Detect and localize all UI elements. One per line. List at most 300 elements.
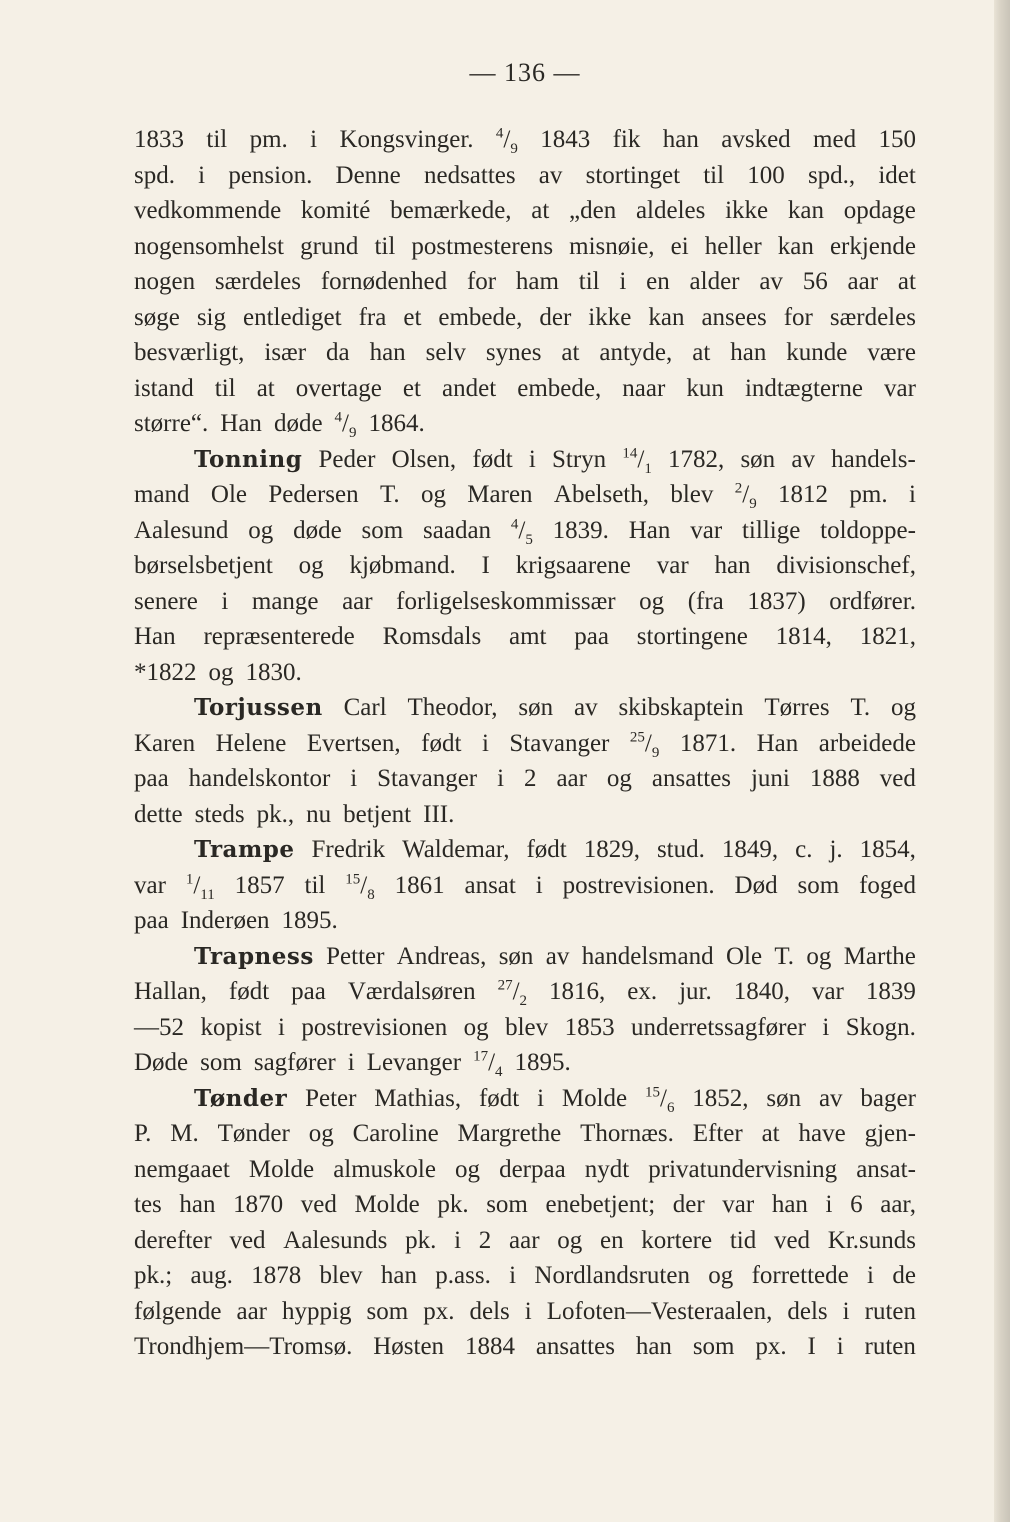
word: nedsattes xyxy=(423,161,516,189)
word: som xyxy=(366,1297,409,1325)
word: repræsenterede xyxy=(203,623,355,650)
word: nogen xyxy=(134,268,196,295)
word: Aalesund xyxy=(134,516,229,544)
word: i xyxy=(822,1013,830,1041)
word: var xyxy=(811,978,844,1005)
word: at xyxy=(256,374,275,402)
word: at xyxy=(897,268,916,295)
word: 1843 xyxy=(540,126,591,153)
word: Høsten xyxy=(373,1333,445,1360)
word: født xyxy=(421,729,462,757)
word: Helene xyxy=(215,729,287,757)
word: og xyxy=(248,516,274,544)
word: 6 xyxy=(850,1191,863,1218)
word: derefter xyxy=(134,1226,212,1254)
word: Nordlandsruten xyxy=(534,1262,690,1289)
word: søn xyxy=(740,445,776,473)
text-line xyxy=(134,1152,916,1188)
word: spd., xyxy=(807,161,856,189)
text-line xyxy=(134,1187,916,1223)
word: aar xyxy=(236,1297,268,1325)
word: ikke xyxy=(588,303,632,331)
word: var xyxy=(884,374,916,402)
entry-name: Tonning xyxy=(194,445,303,473)
word: 1837) xyxy=(747,587,806,615)
word: privatundervisning xyxy=(648,1155,838,1183)
word: 1871. xyxy=(679,729,737,757)
word: ansat- xyxy=(856,1155,916,1183)
word: 150 xyxy=(878,126,916,153)
word: Andreas, xyxy=(396,942,487,970)
word: 1814, xyxy=(775,623,832,650)
text-line xyxy=(134,513,916,549)
word: han xyxy=(714,552,751,579)
word: Kongsvinger. xyxy=(339,126,474,153)
entry-name: Torjussen xyxy=(194,694,323,721)
word: paa xyxy=(291,978,326,1005)
text-line xyxy=(134,1081,916,1117)
word: Theodor, xyxy=(407,694,498,721)
word: 1857 xyxy=(234,871,285,899)
word: og xyxy=(806,942,832,970)
page-edge-shadow xyxy=(994,0,1010,1522)
word: Maren xyxy=(467,481,533,508)
text-line xyxy=(134,974,916,1010)
text-line xyxy=(134,797,916,833)
word: født xyxy=(228,978,270,1005)
word: I xyxy=(807,1333,816,1360)
word: døde xyxy=(293,516,342,544)
word: Inderøen xyxy=(180,907,270,934)
word: han xyxy=(730,339,767,366)
word: stortinget xyxy=(585,161,681,189)
word: kan xyxy=(648,303,685,331)
word: 1870 xyxy=(233,1191,284,1218)
word: med xyxy=(813,126,857,153)
text-line xyxy=(134,1045,916,1081)
word: kunde xyxy=(786,339,848,366)
date-fraction: $^4/_9$ xyxy=(495,125,518,157)
word: især xyxy=(264,339,307,366)
word: bager xyxy=(860,1084,916,1112)
word: Fredrik xyxy=(311,836,386,863)
word: var xyxy=(722,1191,755,1218)
word: heller xyxy=(704,232,762,260)
word: 1840, xyxy=(733,978,790,1005)
word: og xyxy=(420,481,446,508)
word: og xyxy=(891,694,916,721)
word: Efter xyxy=(692,1120,743,1147)
word: stud. xyxy=(656,836,705,863)
word: paa xyxy=(134,907,169,934)
word: i xyxy=(497,765,505,792)
word: 56 xyxy=(802,268,828,295)
text-line xyxy=(134,619,916,655)
word: 1839 xyxy=(865,978,916,1005)
word: kopist xyxy=(200,1013,262,1041)
word: Ole xyxy=(210,481,247,508)
word: 2 xyxy=(523,765,537,792)
word: ansees xyxy=(701,303,767,331)
word: skibskaptein xyxy=(618,694,744,721)
word: pm. xyxy=(849,481,888,508)
word: betjent xyxy=(343,800,412,828)
word: særdeles xyxy=(214,268,302,295)
word: px. xyxy=(755,1333,787,1360)
word: kortere xyxy=(641,1226,713,1254)
word: aar, xyxy=(880,1191,916,1218)
word: at xyxy=(692,339,711,366)
word: i xyxy=(347,1049,355,1076)
word: i xyxy=(454,1226,462,1254)
word: særdeles xyxy=(829,303,916,331)
word: gjen- xyxy=(864,1120,916,1147)
word: erkjende xyxy=(829,232,916,260)
word: stortingene xyxy=(636,623,748,650)
word: Aalesunds xyxy=(283,1226,388,1254)
word: var xyxy=(690,516,723,544)
word: han xyxy=(380,1262,417,1289)
word: ruten xyxy=(864,1297,916,1325)
word: pension. xyxy=(228,161,313,189)
word: og xyxy=(298,552,324,579)
date-fraction: $^{15}/_6$ xyxy=(644,1084,675,1116)
word: at xyxy=(761,1120,780,1147)
word: 1833 xyxy=(134,126,184,153)
word: et xyxy=(403,303,422,331)
word: senere xyxy=(134,587,198,615)
word: misnøie, xyxy=(569,232,655,260)
word: jur. xyxy=(679,978,712,1005)
word: 1782, xyxy=(668,445,725,473)
word: grund xyxy=(300,232,359,260)
word: idet xyxy=(878,161,916,189)
word: arbeidede xyxy=(818,729,916,757)
word: T. xyxy=(379,481,400,508)
entry-name: Tønder xyxy=(194,1084,288,1112)
text-line xyxy=(134,726,916,762)
word: i xyxy=(535,871,543,899)
word: børselsbetjent xyxy=(134,552,273,579)
word: i xyxy=(842,1297,850,1325)
word: Skogn. xyxy=(845,1013,916,1041)
word: dette xyxy=(134,800,183,828)
word: pk. xyxy=(405,1226,437,1254)
word: *1822 xyxy=(134,658,197,686)
text-line xyxy=(134,548,916,584)
word: Tønder xyxy=(217,1120,290,1147)
word: Levanger xyxy=(366,1049,462,1076)
word: tes xyxy=(134,1191,162,1218)
word: nydt xyxy=(584,1155,630,1183)
word: i xyxy=(310,126,318,153)
word: enebetjent; xyxy=(545,1191,656,1218)
word: være xyxy=(867,339,916,366)
word: mand xyxy=(134,481,190,508)
word: avsked xyxy=(721,126,791,153)
word: i xyxy=(278,1013,285,1041)
word: vedkommende xyxy=(134,197,282,224)
word: blev xyxy=(505,1013,549,1041)
text-line xyxy=(134,371,916,407)
word: hyppig xyxy=(282,1297,352,1325)
word: Caroline xyxy=(352,1120,439,1147)
page-number: — 136 — xyxy=(469,58,581,87)
word: født xyxy=(478,1084,520,1112)
word: —52 xyxy=(134,1013,184,1041)
date-fraction: $^2/_9$ xyxy=(734,480,757,512)
word: 1852, xyxy=(692,1084,749,1112)
date-fraction: $^{27}/_2$ xyxy=(497,977,528,1009)
word: ansattes xyxy=(651,765,732,792)
word: antyde, xyxy=(599,339,673,366)
word: pk., xyxy=(256,800,295,828)
word: underretssagfører xyxy=(631,1013,806,1041)
word: han xyxy=(369,339,406,366)
word: Ole xyxy=(725,942,763,970)
word: Denne xyxy=(335,161,401,189)
text-line xyxy=(134,1223,916,1259)
word: av xyxy=(538,161,563,189)
word: derpaa xyxy=(499,1155,566,1183)
word: tid xyxy=(729,1226,757,1254)
text-line xyxy=(134,406,916,442)
word: kun xyxy=(686,374,724,402)
text-line xyxy=(134,1294,916,1330)
word: M. xyxy=(170,1120,199,1147)
word: T. xyxy=(774,942,795,970)
word: px. xyxy=(423,1297,455,1325)
word: fik xyxy=(612,126,641,153)
word: i xyxy=(908,481,916,508)
word: og xyxy=(639,587,665,615)
date-fraction: $^4/_5$ xyxy=(510,516,533,548)
word: T. xyxy=(850,694,871,721)
text-line xyxy=(134,264,916,300)
entry-name: Trampe xyxy=(194,836,295,863)
word: aar xyxy=(509,1226,540,1254)
body-text xyxy=(134,122,916,1365)
word: i xyxy=(509,1262,517,1289)
word: i xyxy=(537,1084,545,1112)
word: som xyxy=(486,1191,528,1218)
word: et xyxy=(402,374,421,402)
word: blev xyxy=(319,1262,363,1289)
word: 1884 xyxy=(464,1333,515,1360)
word: og xyxy=(606,765,632,792)
word: fra xyxy=(358,303,387,331)
date-fraction: $^{25}/_9$ xyxy=(629,729,660,761)
text-line xyxy=(134,1116,916,1152)
word: foged xyxy=(859,871,916,899)
word: til xyxy=(578,268,600,295)
word: av xyxy=(791,445,815,473)
word: Han xyxy=(628,516,671,544)
word: nogensomhelst xyxy=(134,232,284,260)
word: Waldemar, xyxy=(402,836,510,863)
word: Han xyxy=(134,623,176,650)
text-line xyxy=(134,193,916,229)
word: j. xyxy=(829,836,843,863)
word: Molde xyxy=(354,1191,420,1218)
word: III. xyxy=(423,800,455,828)
word: steds xyxy=(194,800,245,828)
word: i xyxy=(524,1297,532,1325)
text-line xyxy=(134,300,916,336)
word: der xyxy=(672,1191,705,1218)
word: 1839. xyxy=(552,516,609,544)
word: som xyxy=(361,516,404,544)
text-line xyxy=(134,832,916,868)
word: nemgaaet xyxy=(134,1155,230,1183)
word: 100 xyxy=(747,161,785,189)
word: Mathias, xyxy=(374,1084,462,1112)
word: Karen xyxy=(134,729,196,757)
date-fraction: $^{15}/_8$ xyxy=(345,871,375,903)
word: tillige xyxy=(741,516,801,544)
word: av xyxy=(759,268,783,295)
word: var xyxy=(134,871,166,899)
text-line xyxy=(134,335,916,371)
word: i xyxy=(350,765,358,792)
word: som xyxy=(692,1333,735,1360)
word: for xyxy=(783,303,813,331)
word: pk. xyxy=(437,1191,469,1218)
word: paa xyxy=(134,765,169,792)
word: i xyxy=(825,1191,833,1218)
text-line xyxy=(134,868,916,904)
word: i xyxy=(619,268,627,295)
word: ordfører. xyxy=(829,587,916,615)
text-line xyxy=(134,939,916,975)
word: og xyxy=(708,1262,734,1289)
word: aar xyxy=(847,268,879,295)
word: almuskole xyxy=(333,1155,436,1183)
date-fraction: $^1/_{11}$ xyxy=(185,871,215,903)
word: selv xyxy=(425,339,466,366)
word: 2 xyxy=(478,1226,492,1254)
word: søn xyxy=(518,694,554,721)
word: Carl xyxy=(343,694,387,721)
word: spd. xyxy=(134,161,175,189)
word: 1853 xyxy=(564,1013,615,1041)
word: Værdalsøren xyxy=(347,978,476,1005)
date-fraction: $^{14}/_1$ xyxy=(622,445,652,477)
word: indtægterne xyxy=(744,374,863,402)
word: synes xyxy=(485,339,542,366)
word: handels- xyxy=(831,445,916,473)
word: p.ass. xyxy=(435,1262,491,1289)
word: ved xyxy=(773,1226,811,1254)
word: kan xyxy=(777,232,814,260)
word: som xyxy=(200,1049,242,1076)
word: at xyxy=(561,339,580,366)
word: søn xyxy=(766,1084,802,1112)
word: Olsen, xyxy=(391,445,457,473)
word: i xyxy=(198,161,206,189)
word: ruten xyxy=(864,1333,916,1360)
word: 1861 xyxy=(394,871,445,899)
word: Petter xyxy=(326,942,385,970)
word: ansat xyxy=(464,871,516,899)
word: 1895. xyxy=(281,907,338,934)
word: Tørres xyxy=(764,694,830,721)
word: handelsmand xyxy=(581,942,714,970)
word: „den xyxy=(569,197,617,224)
word: Lofoten—Vesteraalen, xyxy=(546,1297,773,1325)
word: opdage xyxy=(843,197,916,224)
word: c. xyxy=(795,836,813,863)
word: til xyxy=(206,126,228,153)
word: da xyxy=(326,339,350,366)
word: naar xyxy=(622,374,666,402)
word: Kr.sunds xyxy=(827,1226,916,1254)
text-line xyxy=(134,1329,916,1365)
word: Marthe xyxy=(843,942,916,970)
word: en xyxy=(599,1226,624,1254)
word: og xyxy=(557,1226,583,1254)
word: 1888 xyxy=(809,765,860,792)
word: entlediget xyxy=(243,303,342,331)
word: Død xyxy=(734,871,778,899)
word: divisionschef, xyxy=(776,552,916,579)
word: var xyxy=(656,552,689,579)
word: have xyxy=(798,1120,846,1147)
word: større“. xyxy=(134,410,209,437)
word: Molde xyxy=(561,1084,628,1112)
word: døde xyxy=(273,410,323,437)
word: i xyxy=(867,1262,874,1289)
word: alder xyxy=(689,268,740,295)
word: 1864. xyxy=(368,410,425,437)
word: postmesterens xyxy=(411,232,554,260)
word: juni xyxy=(750,765,790,792)
word: Stavanger xyxy=(377,765,478,792)
text-line xyxy=(134,158,916,194)
word: 1816, xyxy=(549,978,606,1005)
text-line xyxy=(134,1258,916,1294)
word: Stavanger xyxy=(509,729,610,757)
word: saadan xyxy=(423,516,492,544)
word: paa xyxy=(574,623,609,650)
word: av xyxy=(818,1084,843,1112)
word: ansattes xyxy=(535,1333,615,1360)
word: P. xyxy=(134,1120,152,1147)
word: født xyxy=(526,836,567,863)
word: av xyxy=(573,694,598,721)
word: Abelseth, xyxy=(553,481,650,508)
word: til xyxy=(374,232,396,260)
word: ham xyxy=(515,268,559,295)
word: Han xyxy=(220,410,262,437)
word: og xyxy=(463,1013,489,1041)
word: Margrethe xyxy=(457,1120,562,1147)
word: som xyxy=(797,871,840,899)
word: av xyxy=(545,942,570,970)
word: ex. xyxy=(627,978,658,1005)
word: sig xyxy=(196,303,227,331)
word: overtage xyxy=(295,374,382,402)
word: forligelseskommissær xyxy=(396,587,616,615)
word: han xyxy=(771,1191,808,1218)
word: en xyxy=(646,268,670,295)
word: sagfører xyxy=(253,1049,336,1076)
date-fraction: $^4/_9$ xyxy=(334,409,357,441)
word: blev xyxy=(670,481,714,508)
word: Molde xyxy=(248,1155,315,1183)
word: ikke xyxy=(725,197,769,224)
word: der xyxy=(539,303,572,331)
